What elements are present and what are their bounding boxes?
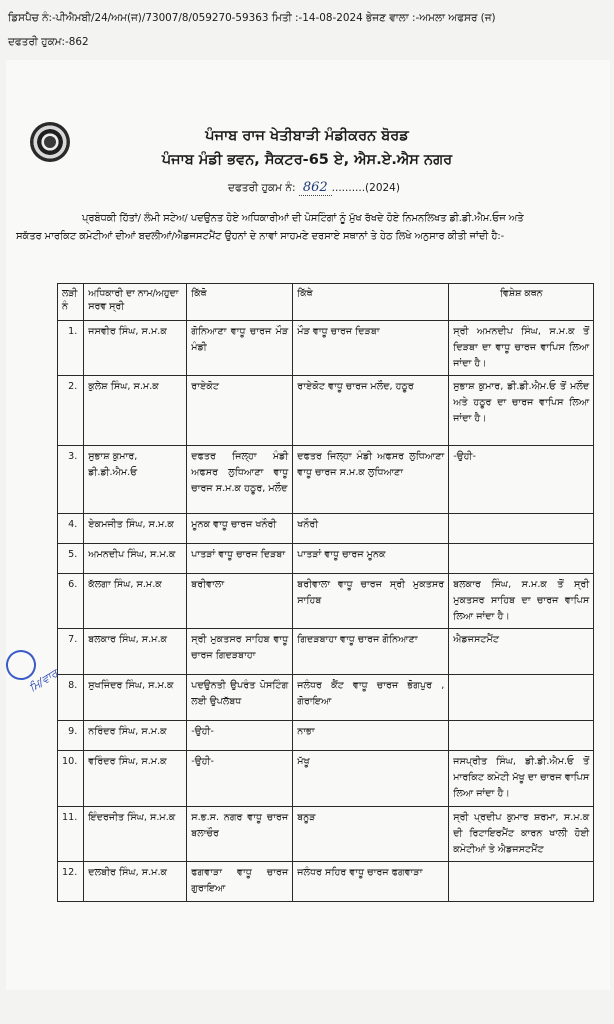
- remarks-cell: ਸ੍ਰੀ ਅਮਨਦੀਪ ਸਿੰਘ, ਸ.ਮ.ਕ ਤੋਂ ਦਿੜਬਾ ਦਾ ਵਾਧੂ ਚਾਰਜ ਵਾਪਿਸ ਲਿਆ ਜਾਂਦਾ ਹੈ।: [449, 321, 594, 376]
- to-cell: ਰਾਏਕੋਟ ਵਾਧੂ ਚਾਰਜ ਮਲੌਦ, ਹਠੂਰ: [293, 376, 449, 446]
- remarks-cell: [449, 514, 594, 544]
- from-cell: ਮੂਨਕ ਵਾਧੂ ਚਾਰਜ ਖਨੌਰੀ: [187, 514, 293, 544]
- table-row: [58, 321, 594, 376]
- order-year: ..........(2024): [331, 182, 400, 194]
- officer-cell: ਇੰਦਰਜੀਤ ਸਿੰਘ, ਸ.ਮ.ਕ: [84, 807, 187, 862]
- from-cell: -ਉਹੀ-: [187, 721, 293, 751]
- to-cell: ਦਫਤਰ ਜਿਲ੍ਹਾ ਮੰਡੀ ਅਫਸਰ ਲੁਧਿਆਣਾ ਵਾਧੂ ਚਾਰਜ ਸ.ਮ.ਕ ਲੁਧਿਆਣਾ: [293, 446, 449, 514]
- serial-cell: 10.: [58, 751, 84, 807]
- officer-cell: ਦਲਬੀਰ ਸਿੰਘ, ਸ.ਮ.ਕ: [84, 862, 187, 902]
- from-cell: ਸ.ਭ.ਸ. ਨਗਰ ਵਾਧੂ ਚਾਰਜ ਬਲਾਚੌਰ: [187, 807, 293, 862]
- header-to: ਕਿੱਥੇ: [293, 284, 449, 321]
- table-header-row: [58, 284, 594, 321]
- to-cell: ਪਾਤੜਾਂ ਵਾਧੂ ਚਾਰਜ ਮੂਨਕ: [293, 544, 449, 574]
- serial-cell: 2.: [58, 376, 84, 446]
- order-label: ਦਫਤਰੀ ਹੁਕਮ ਨੰ:: [228, 182, 296, 194]
- officer-cell: ਸੁਖਜਿੰਦਰ ਸਿੰਘ, ਸ.ਮ.ਕ: [84, 675, 187, 721]
- officer-cell: ਵਰਿੰਦਰ ਸਿੰਘ, ਸ.ਮ.ਕ: [84, 751, 187, 807]
- dispatch-header: [8, 6, 608, 54]
- dispatch-order-line: ਦਫਤਰੀ ਹੁਕਮ:-862: [8, 36, 89, 48]
- serial-cell: 1.: [58, 321, 84, 376]
- remarks-cell: ਸ੍ਰੀ ਪ੍ਰਦੀਪ ਕੁਮਾਰ ਸ਼ਰਮਾ, ਸ.ਮ.ਕ ਦੀ ਰਿਟਾਇਰਮੈਂਟ ਕਾਰਨ ਖਾਲੀ ਹੋਈ ਕਮੇਟੀਆਂ ਤੇ ਐਡਜਸਟਮੈਂਟ: [449, 807, 594, 862]
- officer-cell: ਸੁਭਾਸ਼ ਕੁਮਾਰ, ਡੀ.ਡੀ.ਐਮ.ਓ: [84, 446, 187, 514]
- handwritten-signature: [6, 650, 76, 706]
- table-row: [58, 629, 594, 675]
- from-cell: ਰਾਏਕੋਟ: [187, 376, 293, 446]
- to-cell: ਗਿਦੜਬਾਹਾ ਵਾਧੂ ਚਾਰਜ ਗੋਨਿਆਣਾ: [293, 629, 449, 675]
- from-cell: ਪਾਤੜਾਂ ਵਾਧੂ ਚਾਰਜ ਦਿੜਬਾ: [187, 544, 293, 574]
- serial-cell: 9.: [58, 721, 84, 751]
- posting-table: [57, 283, 594, 902]
- remarks-cell: ਸੁਭਾਸ਼ ਕੁਮਾਰ, ਡੀ.ਡੀ.ਐਮ.ਓ ਤੋਂ ਮਲੌਦ ਅਤੇ ਹਠੂਰ ਦਾ ਚਾਰਜ ਵਾਪਿਸ ਲਿਆ ਜਾਂਦਾ ਹੈ।: [449, 376, 594, 446]
- org-address: ਪੰਜਾਬ ਮੰਡੀ ਭਵਨ, ਸੈਕਟਰ-65 ਏ, ਐਸ.ਏ.ਐਸ ਨਗਰ: [161, 152, 453, 168]
- remarks-cell: [449, 544, 594, 574]
- header-serial: ਲੜੀ ਨੰ: [58, 284, 84, 321]
- serial-cell: 11.: [58, 807, 84, 862]
- serial-cell: 12.: [58, 862, 84, 902]
- table-row: [58, 721, 594, 751]
- serial-cell: 5.: [58, 544, 84, 574]
- officer-cell: ਏਕਮਜੀਤ ਸਿੰਘ, ਸ.ਮ.ਕ: [84, 514, 187, 544]
- to-cell: ਮੌੜ ਵਾਧੂ ਚਾਰਜ ਦਿੜਬਾ: [293, 321, 449, 376]
- to-cell: ਨਾਭਾ: [293, 721, 449, 751]
- serial-cell: 7.: [58, 629, 84, 675]
- officer-cell: ਕੱਲਗਾ ਸਿੰਘ, ਸ.ਮ.ਕ: [84, 574, 187, 629]
- serial-cell: 3.: [58, 446, 84, 514]
- office-order-line: [228, 180, 400, 195]
- table-row: [58, 862, 594, 902]
- order-number: 862: [299, 180, 332, 196]
- officer-cell: ਅਮਨਦੀਪ ਸਿੰਘ, ਸ.ਮ.ਕ: [84, 544, 187, 574]
- remarks-cell: ਬਲਕਾਰ ਸਿੰਘ, ਸ.ਮ.ਕ ਤੋਂ ਸ੍ਰੀ ਮੁਕਤਸਰ ਸਾਹਿਬ ਦਾ ਚਾਰਜ ਵਾਪਿਸ ਲਿਆ ਜਾਂਦਾ ਹੈ।: [449, 574, 594, 629]
- remarks-cell: ਜਸਪ੍ਰੀਤ ਸਿੰਘ, ਡੀ.ਡੀ.ਐਮ.ਓ ਤੋਂ ਮਾਰਕਿਟ ਕਮੇਟੀ ਮੱਖੂ ਦਾ ਚਾਰਜ ਵਾਪਿਸ ਲਿਆ ਜਾਂਦਾ ਹੈ।: [449, 751, 594, 807]
- header-officer: ਅਧਿਕਾਰੀ ਦਾ ਨਾਮ/ਅਹੁਦਾ ਸਰਵ ਸ੍ਰੀ: [84, 284, 187, 321]
- officer-cell: ਜਸਵੀਰ ਸਿੰਘ, ਸ.ਮ.ਕ: [84, 321, 187, 376]
- org-title: ਪੰਜਾਬ ਰਾਜ ਖੇਤੀਬਾੜੀ ਮੰਡੀਕਰਨ ਬੋਰਡ: [205, 128, 409, 144]
- signature-text: ਮਿ/ਵਾਰ: [26, 666, 61, 695]
- remarks-cell: ਐਡਜਸਟਮੈਂਟ: [449, 629, 594, 675]
- from-cell: ਪਦਉਨਤੀ ਉਪਰੰਤ ਪੋਸਟਿੰਗ ਲਈ ਉਪਲੱਬਧ: [187, 675, 293, 721]
- remarks-cell: -ਉਹੀ-: [449, 446, 594, 514]
- officer-cell: ਨਰਿੰਦਰ ਸਿੰਘ, ਸ.ਮ.ਕ: [84, 721, 187, 751]
- from-cell: ਗੋਨਿਆਣਾ ਵਾਧੂ ਚਾਰਜ ਮੌੜ ਮੰਡੀ: [187, 321, 293, 376]
- from-cell: ਫਗਵਾੜਾ ਵਾਧੂ ਚਾਰਜ ਗੁਰਾਇਆ: [187, 862, 293, 902]
- table-row: [58, 514, 594, 544]
- serial-cell: 4.: [58, 514, 84, 544]
- from-cell: -ਉਹੀ-: [187, 751, 293, 807]
- to-cell: ਮੱਖੂ: [293, 751, 449, 807]
- to-cell: ਬਨੂੜ: [293, 807, 449, 862]
- table-row: [58, 376, 594, 446]
- table-row: [58, 807, 594, 862]
- from-cell: ਬਰੀਵਾਲਾ: [187, 574, 293, 629]
- table-row: [58, 751, 594, 807]
- officer-cell: ਕੁਲੇਸ਼ ਸਿੰਘ, ਸ.ਮ.ਕ: [84, 376, 187, 446]
- to-cell: ਬਰੀਵਾਲਾ ਵਾਧੂ ਚਾਰਜ ਸ੍ਰੀ ਮੁਕਤਸਰ ਸਾਹਿਬ: [293, 574, 449, 629]
- intro-line-1: ਪ੍ਰਬੰਧਕੀ ਹਿੱਤਾਂ/ ਲੰਮੀ ਸਟੇਅ/ ਪਦਉਨਤ ਹੋਏ ਅਧਿਕਾਰੀਆਂ ਦੀ ਪੋਸਟਿੰਗਾਂ ਨੂੰ ਮੁੱਖ ਰੱਖਦੇ ਹੋਏ ਨਿਮਨਲਿਖਤ ਡੀ.ਡੀ.ਐਮ.ਓਜ ਅਤੇ: [82, 213, 524, 224]
- remarks-cell: [449, 862, 594, 902]
- table-row: [58, 675, 594, 721]
- from-cell: ਸ੍ਰੀ ਮੁਕਤਸਰ ਸਾਹਿਬ ਵਾਧੂ ਚਾਰਜ ਗਿਦੜਬਾਹਾ: [187, 629, 293, 675]
- to-cell: ਖਨੌਰੀ: [293, 514, 449, 544]
- dispatch-line: ਡਿਸਪੈਚ ਨੰ:-ਪੀਐਮਬੀ/24/ਅਮ(ਜ)/73007/8/059270-59363 ਮਿਤੀ :-14-08-2024 ਭੇਜਣ ਵਾਲਾ :-ਅਮਲਾ ਅਫਸਰ (ਜ): [8, 12, 496, 24]
- table-row: [58, 446, 594, 514]
- table-row: [58, 544, 594, 574]
- remarks-cell: [449, 721, 594, 751]
- remarks-cell: [449, 675, 594, 721]
- header-remarks: ਵਿਸ਼ੇਸ਼ ਕਥਨ: [449, 284, 594, 321]
- table-row: [58, 574, 594, 629]
- to-cell: ਜਲੰਧਰ ਕੈਂਟ ਵਾਧੂ ਚਾਰਜ ਭੋਗਪੁਰ , ਗੋਰਾਇਆ: [293, 675, 449, 721]
- officer-cell: ਬਲਕਾਰ ਸਿੰਘ, ਸ.ਮ.ਕ: [84, 629, 187, 675]
- serial-cell: 6.: [58, 574, 84, 629]
- intro-line-2: ਸਕੱਤਰ ਮਾਰਕਿਟ ਕਮੇਟੀਆਂ ਦੀਆਂ ਬਦਲੀਆਂ/ਐਡਜਸਟਮੈਂਟ ਉਹਨਾਂ ਦੇ ਨਾਵਾਂ ਸਾਹਮਣੇ ਦਰਸਾਏ ਸਥਾਨਾਂ ਤੇ ਹੇਠ ਲਿਖੇ ਅਨੁਸਾਰ ਕੀਤੀ ਜਾਂਦੀ ਹੈ:-: [16, 231, 505, 242]
- serial-cell: 8.: [58, 675, 84, 721]
- from-cell: ਦਫਤਰ ਜਿਲ੍ਹਾ ਮੰਡੀ ਅਫਸਰ ਲੁਧਿਆਣਾ ਵਾਧੂ ਚਾਰਜ ਸ.ਮ.ਕ ਹਠੂਰ, ਮਲੌਦ: [187, 446, 293, 514]
- to-cell: ਜਲੰਧਰ ਸਹਿਰ ਵਾਧੂ ਚਾਰਜ ਫਗਵਾੜਾ: [293, 862, 449, 902]
- header-from: ਕਿੱਥੋ: [187, 284, 293, 321]
